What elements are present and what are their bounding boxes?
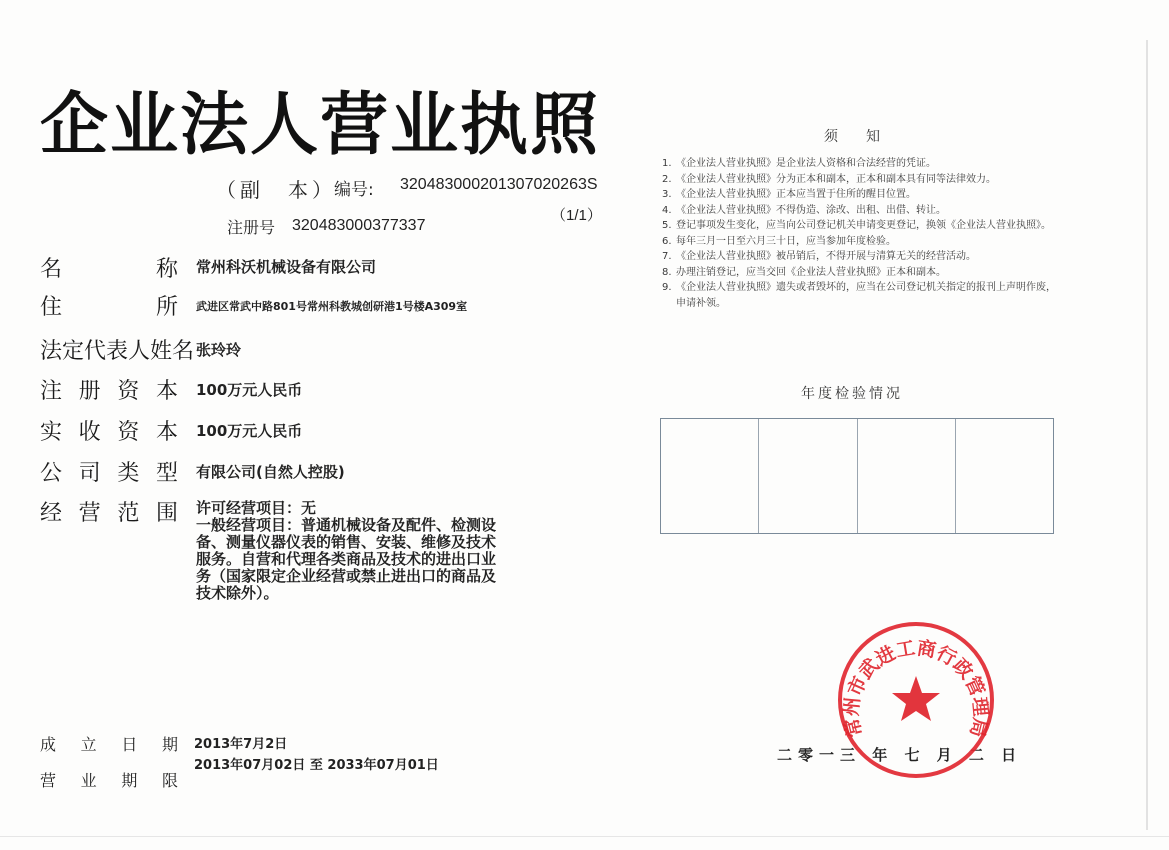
business-scope-label: 经 营 范 围 [40,501,178,526]
name-label: 名 称 [40,257,178,282]
notice-item: 3. 《企业法人营业执照》正本应当置于住所的醒目位置。 [662,189,916,200]
registration-number: 320483000377337 [292,217,426,234]
seal-text: 常州市武进工商行政管理局 [840,637,992,740]
official-seal-icon [836,620,996,780]
scope-line: 务（国家限定企业经营或禁止进出口的商品及 [196,567,497,585]
established-date-value: 2013年7月2日 [194,737,288,752]
inspection-cell [956,419,1053,533]
notice-heading: 须知 [824,129,908,145]
notice-item: 9. 《企业法人营业执照》遗失或者毁坏的，应当在公司登记机关指定的报刊上声明作废，申请补领。 [662,282,1056,309]
inspection-cell [858,419,956,533]
scan-edge-bottom [0,836,1169,837]
notice-item: 4. 《企业法人营业执照》不得伪造、涂改、出租、出借、转让。 [662,204,946,216]
scope-line: 一般经营项目：普通机械设备及配件、检测设 [196,516,497,534]
company-name: 常州科沃机械设备有限公司 [196,258,377,276]
business-term-value: 2013年07月02日 至 2033年07月01日 [194,758,439,773]
notice-item: 1. 《企业法人营业执照》是企业法人资格和合法经营的凭证。 [662,158,936,169]
annual-inspection-table [660,418,1054,534]
notice-list [662,156,1062,311]
scope-line: 备、测量仪器仪表的销售、安装、维修及技术 [196,533,497,551]
company-type-value: 有限公司(自然人控股) [196,463,345,481]
address-label: 住 所 [40,295,178,320]
scope-line: 技术除外）。 [196,584,279,602]
paid-capital-label: 实 收 资 本 [40,420,178,445]
notice-item: 7. 《企业法人营业执照》被吊销后，不得开展与清算无关的经营活动。 [662,251,976,262]
scan-edge-right [1146,40,1148,830]
established-date-label: 成 立 日 期 [40,735,178,754]
notice-item: 2. 《企业法人营业执照》分为正本和副本，正本和副本具有同等法律效力。 [662,173,996,185]
document-title: 企业法人营业执照 [40,86,601,165]
registered-capital-label: 注 册 资 本 [40,379,178,404]
copy-label: （副 本） [216,178,336,202]
page-count: （1/1） [551,207,602,224]
scope-line: 许可经营项目：无 [196,499,317,517]
scope-line: 服务。自营和代理各类商品及技术的进出口业 [196,550,497,568]
business-term-label: 营 业 期 限 [40,771,178,790]
notice-item: 5. 登记事项发生变化，应当向公司登记机关申请变更登记，换领《企业法人营业执照》。 [662,220,1051,231]
star-icon [892,676,940,721]
legal-rep-name: 张玲玲 [196,341,242,359]
annual-inspection-title: 年度检验情况 [801,386,903,402]
registered-capital-value: 100万元人民币 [196,381,303,399]
business-scope-text [196,500,590,602]
number-value: 320483000201307020263S [400,176,598,193]
notice-item: 8. 办理注销登记，应当交回《企业法人营业执照》正本和副本。 [662,266,946,278]
notice-item: 6. 每年三月一日至六月三十日，应当参加年度检验。 [662,235,896,247]
company-type-label: 公 司 类 型 [40,461,178,486]
company-address: 武进区常武中路801号常州科教城创研港1号楼A309室 [196,300,468,313]
legal-rep-label: 法定代表人姓名 [40,339,195,364]
inspection-cell [759,419,857,533]
registration-label: 注册号 [227,218,276,237]
inspection-cell [661,419,759,533]
number-label: 编号: [334,180,374,200]
issue-date: 二零一三 年 七 月 二 日 [777,746,1023,764]
paid-capital-value: 100万元人民币 [196,422,303,440]
